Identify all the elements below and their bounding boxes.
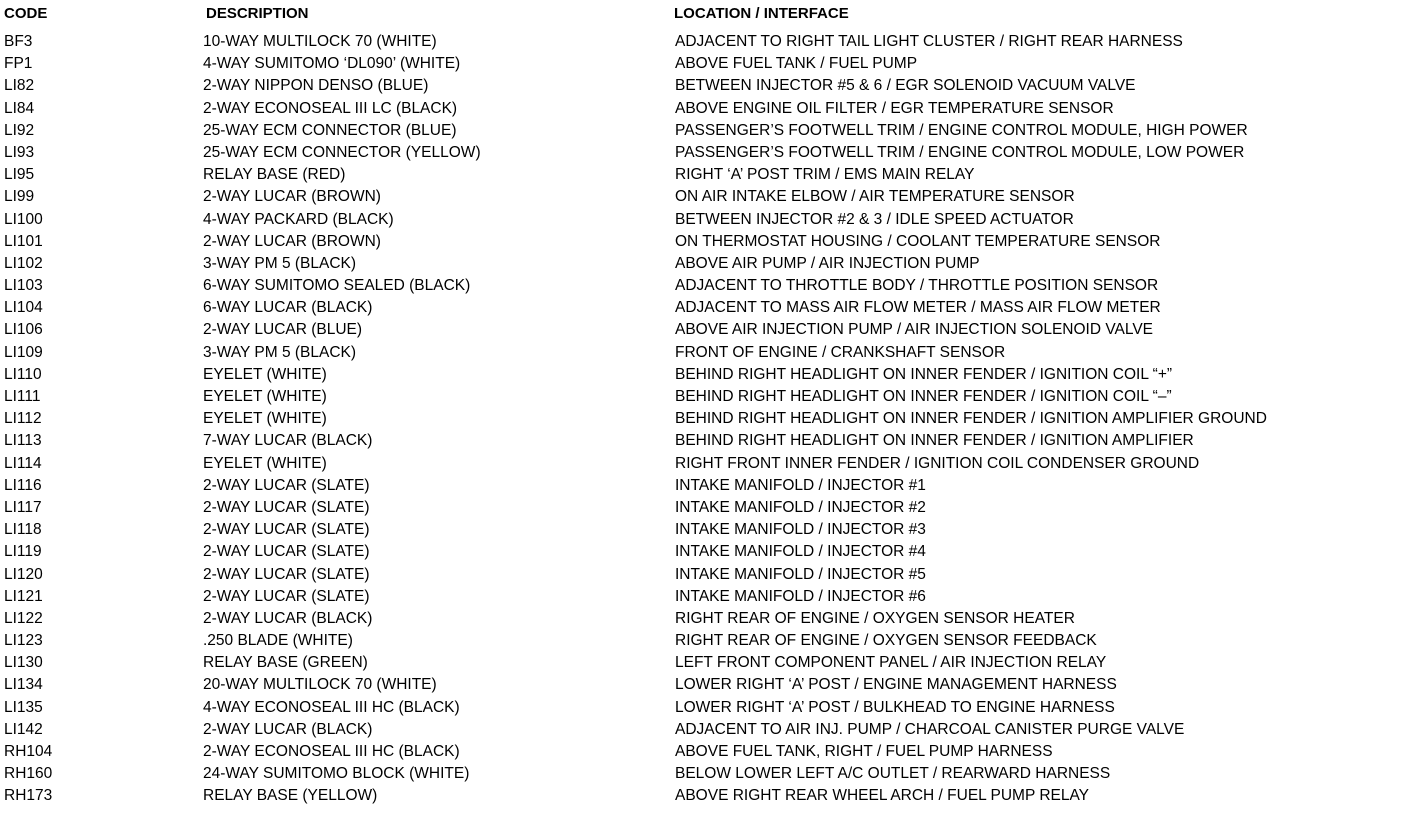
connector-description: EYELET (WHITE) xyxy=(203,365,327,383)
connector-location: PASSENGER’S FOOTWELL TRIM / ENGINE CONTROL MODULE, LOW POWER xyxy=(675,143,1245,161)
table-row xyxy=(0,364,1424,386)
connector-description: 2-WAY LUCAR (BROWN) xyxy=(203,188,381,206)
connector-location: ADJACENT TO AIR INJ. PUMP / CHARCOAL CANISTER PURGE VALVE xyxy=(675,720,1185,738)
connector-code: LI122 xyxy=(4,609,43,627)
connector-description: 20-WAY MULTILOCK 70 (WHITE) xyxy=(203,676,437,694)
connector-code: LI111 xyxy=(4,388,41,405)
connector-code: LI112 xyxy=(4,410,42,428)
connector-description: 10-WAY MULTILOCK 70 (WHITE) xyxy=(203,33,437,50)
table-body xyxy=(0,31,1424,808)
connector-code: LI130 xyxy=(4,654,43,672)
table-row xyxy=(0,697,1424,719)
connector-location: ADJACENT TO MASS AIR FLOW METER / MASS AIR FLOW METER xyxy=(675,299,1161,317)
header-location: LOCATION / INTERFACE xyxy=(674,5,849,22)
connector-code: RH173 xyxy=(4,787,53,805)
table-row xyxy=(0,142,1424,164)
connector-description: 3-WAY PM 5 (BLACK) xyxy=(203,254,357,272)
connector-location: LEFT FRONT COMPONENT PANEL / AIR INJECTION RELAY xyxy=(675,654,1107,672)
table-row xyxy=(0,519,1424,541)
connector-code: LI117 xyxy=(4,498,42,516)
connector-location: BETWEEN INJECTOR #2 & 3 / IDLE SPEED ACTUATOR xyxy=(675,210,1074,228)
connector-description: 7-WAY LUCAR (BLACK) xyxy=(203,432,373,450)
connector-location: LOWER RIGHT ‘A’ POST / ENGINE MANAGEMENT HARNESS xyxy=(675,676,1117,694)
table-row xyxy=(0,719,1424,741)
connector-description: 4-WAY PACKARD (BLACK) xyxy=(203,210,394,228)
table-row xyxy=(0,763,1424,785)
connector-location: ABOVE ENGINE OIL FILTER / EGR TEMPERATURE SENSOR xyxy=(675,99,1114,117)
connector-code: LI119 xyxy=(4,543,42,561)
header-code: CODE xyxy=(4,5,48,22)
table-row xyxy=(0,209,1424,231)
connector-description: 2-WAY LUCAR (SLATE) xyxy=(203,498,370,516)
table-row xyxy=(0,586,1424,608)
table-row xyxy=(0,319,1424,341)
connector-description: 2-WAY ECONOSEAL III HC (BLACK) xyxy=(203,743,460,760)
connector-description: 6-WAY SUMITOMO SEALED (BLACK) xyxy=(203,277,471,295)
connector-code: LI106 xyxy=(4,321,43,339)
connector-code: LI118 xyxy=(4,521,42,539)
connector-code: LI142 xyxy=(4,720,43,738)
table-row xyxy=(0,75,1424,97)
connector-location: LOWER RIGHT ‘A’ POST / BULKHEAD TO ENGINE HARNESS xyxy=(675,698,1115,716)
table-row xyxy=(0,53,1424,75)
connector-code: LI103 xyxy=(4,277,43,295)
connector-code: LI93 xyxy=(4,143,35,161)
connector-location: ABOVE RIGHT REAR WHEEL ARCH / FUEL PUMP RELAY xyxy=(675,787,1090,805)
connector-code: LI99 xyxy=(4,188,35,206)
connector-code: RH104 xyxy=(4,743,53,760)
connector-location: RIGHT ‘A’ POST TRIM / EMS MAIN RELAY xyxy=(675,166,975,184)
connector-location: ABOVE FUEL TANK / FUEL PUMP xyxy=(675,55,918,73)
connector-description: 2-WAY ECONOSEAL III LC (BLACK) xyxy=(203,99,458,117)
connector-location: FRONT OF ENGINE / CRANKSHAFT SENSOR xyxy=(675,343,1006,361)
table-row xyxy=(0,430,1424,452)
connector-location: RIGHT REAR OF ENGINE / OXYGEN SENSOR HEATER xyxy=(675,609,1075,627)
connector-location: ABOVE FUEL TANK, RIGHT / FUEL PUMP HARNESS xyxy=(675,743,1053,760)
table-row xyxy=(0,120,1424,142)
connector-description: 2-WAY LUCAR (SLATE) xyxy=(203,521,370,539)
connector-code: LI121 xyxy=(4,587,43,605)
table-row xyxy=(0,630,1424,652)
connector-code: LI100 xyxy=(4,210,43,228)
connector-code: LI104 xyxy=(4,299,43,317)
connector-description: 24-WAY SUMITOMO BLOCK (WHITE) xyxy=(203,765,470,783)
table-row xyxy=(0,186,1424,208)
table-row xyxy=(0,275,1424,297)
connector-code: LI109 xyxy=(4,343,43,361)
connector-description: 2-WAY NIPPON DENSO (BLUE) xyxy=(203,77,429,95)
connector-location: RIGHT REAR OF ENGINE / OXYGEN SENSOR FEEDBACK xyxy=(675,632,1097,650)
connector-location: INTAKE MANIFOLD / INJECTOR #2 xyxy=(675,498,926,516)
table-row xyxy=(0,164,1424,186)
connector-description: 2-WAY LUCAR (SLATE) xyxy=(203,587,370,605)
connector-location: INTAKE MANIFOLD / INJECTOR #3 xyxy=(675,521,926,539)
connector-code: LI134 xyxy=(4,676,43,694)
connector-description: 6-WAY LUCAR (BLACK) xyxy=(203,299,373,317)
connector-location: BELOW LOWER LEFT A/C OUTLET / REARWARD HARNESS xyxy=(675,765,1111,783)
connector-code: LI114 xyxy=(4,454,42,472)
connector-location: BEHIND RIGHT HEADLIGHT ON INNER FENDER / IGNITION COIL “+” xyxy=(675,365,1173,383)
table-row xyxy=(0,785,1424,807)
connector-location: PASSENGER’S FOOTWELL TRIM / ENGINE CONTROL MODULE, HIGH POWER xyxy=(675,121,1248,139)
connector-code: RH160 xyxy=(4,765,53,783)
connector-description: .250 BLADE (WHITE) xyxy=(203,632,353,650)
connector-description: 3-WAY PM 5 (BLACK) xyxy=(203,343,357,361)
connector-location: INTAKE MANIFOLD / INJECTOR #4 xyxy=(675,543,926,561)
table-row xyxy=(0,297,1424,319)
table-row xyxy=(0,386,1424,408)
connector-location: INTAKE MANIFOLD / INJECTOR #6 xyxy=(675,587,926,605)
connector-code: LI110 xyxy=(4,365,42,383)
table-row xyxy=(0,541,1424,563)
connector-code: LI82 xyxy=(4,77,35,95)
connector-code: LI123 xyxy=(4,632,43,650)
connector-description: EYELET (WHITE) xyxy=(203,388,327,405)
connector-code: LI116 xyxy=(4,476,42,494)
table-row xyxy=(0,253,1424,275)
connector-location: INTAKE MANIFOLD / INJECTOR #1 xyxy=(675,476,926,494)
connector-code: LI101 xyxy=(4,232,43,250)
connector-code: LI84 xyxy=(4,99,35,117)
connector-location: ON AIR INTAKE ELBOW / AIR TEMPERATURE SENSOR xyxy=(675,188,1075,206)
connector-description: 4-WAY ECONOSEAL III HC (BLACK) xyxy=(203,698,460,716)
connector-description: RELAY BASE (RED) xyxy=(203,166,346,184)
table-row xyxy=(0,497,1424,519)
table-row xyxy=(0,608,1424,630)
connector-description: EYELET (WHITE) xyxy=(203,454,327,472)
table-row xyxy=(0,652,1424,674)
connector-location: ADJACENT TO THROTTLE BODY / THROTTLE POSITION SENSOR xyxy=(675,277,1159,295)
connector-location: RIGHT FRONT INNER FENDER / IGNITION COIL CONDENSER GROUND xyxy=(675,454,1200,472)
table-row xyxy=(0,564,1424,586)
header-description: DESCRIPTION xyxy=(206,5,309,22)
connector-code: BF3 xyxy=(4,33,33,50)
connector-location: ON THERMOSTAT HOUSING / COOLANT TEMPERATURE SENSOR xyxy=(675,232,1161,250)
table-row xyxy=(0,453,1424,475)
connector-description: 25-WAY ECM CONNECTOR (YELLOW) xyxy=(203,143,481,161)
connector-description: 2-WAY LUCAR (BLACK) xyxy=(203,720,373,738)
connector-description: 2-WAY LUCAR (SLATE) xyxy=(203,565,370,583)
table-row xyxy=(0,475,1424,497)
table-row xyxy=(0,741,1424,763)
table-row xyxy=(0,342,1424,364)
connector-code: LI102 xyxy=(4,254,43,272)
connector-description: 2-WAY LUCAR (SLATE) xyxy=(203,476,370,494)
connector-description: 2-WAY LUCAR (BROWN) xyxy=(203,232,381,250)
connector-description: 25-WAY ECM CONNECTOR (BLUE) xyxy=(203,121,457,139)
connector-location: BEHIND RIGHT HEADLIGHT ON INNER FENDER / IGNITION AMPLIFIER GROUND xyxy=(675,410,1267,428)
connector-location: BETWEEN INJECTOR #5 & 6 / EGR SOLENOID VACUUM VALVE xyxy=(675,77,1136,95)
connector-description: RELAY BASE (YELLOW) xyxy=(203,787,378,805)
connector-description: 2-WAY LUCAR (BLACK) xyxy=(203,609,373,627)
connector-code: LI113 xyxy=(4,432,42,450)
table-row xyxy=(0,231,1424,253)
connector-description: 2-WAY LUCAR (BLUE) xyxy=(203,321,363,339)
table-row xyxy=(0,674,1424,696)
connector-location: ADJACENT TO RIGHT TAIL LIGHT CLUSTER / RIGHT REAR HARNESS xyxy=(675,33,1183,50)
connector-location: ABOVE AIR INJECTION PUMP / AIR INJECTION SOLENOID VALVE xyxy=(675,321,1154,339)
table-row xyxy=(0,98,1424,120)
connector-location: ABOVE AIR PUMP / AIR INJECTION PUMP xyxy=(675,254,980,272)
connector-code: LI135 xyxy=(4,698,43,716)
connector-description: 4-WAY SUMITOMO ‘DL090’ (WHITE) xyxy=(203,55,461,73)
table-row xyxy=(0,408,1424,430)
connector-code: LI95 xyxy=(4,166,35,184)
connector-description: 2-WAY LUCAR (SLATE) xyxy=(203,543,370,561)
connector-code: LI120 xyxy=(4,565,43,583)
connector-location: BEHIND RIGHT HEADLIGHT ON INNER FENDER / IGNITION AMPLIFIER xyxy=(675,432,1194,450)
connector-location: BEHIND RIGHT HEADLIGHT ON INNER FENDER / IGNITION COIL “–” xyxy=(675,388,1172,405)
connector-code: FP1 xyxy=(4,55,33,73)
table-row xyxy=(0,31,1424,53)
connector-description: RELAY BASE (GREEN) xyxy=(203,654,368,672)
connector-description: EYELET (WHITE) xyxy=(203,410,327,428)
connector-code: LI92 xyxy=(4,121,35,139)
connector-location: INTAKE MANIFOLD / INJECTOR #5 xyxy=(675,565,926,583)
